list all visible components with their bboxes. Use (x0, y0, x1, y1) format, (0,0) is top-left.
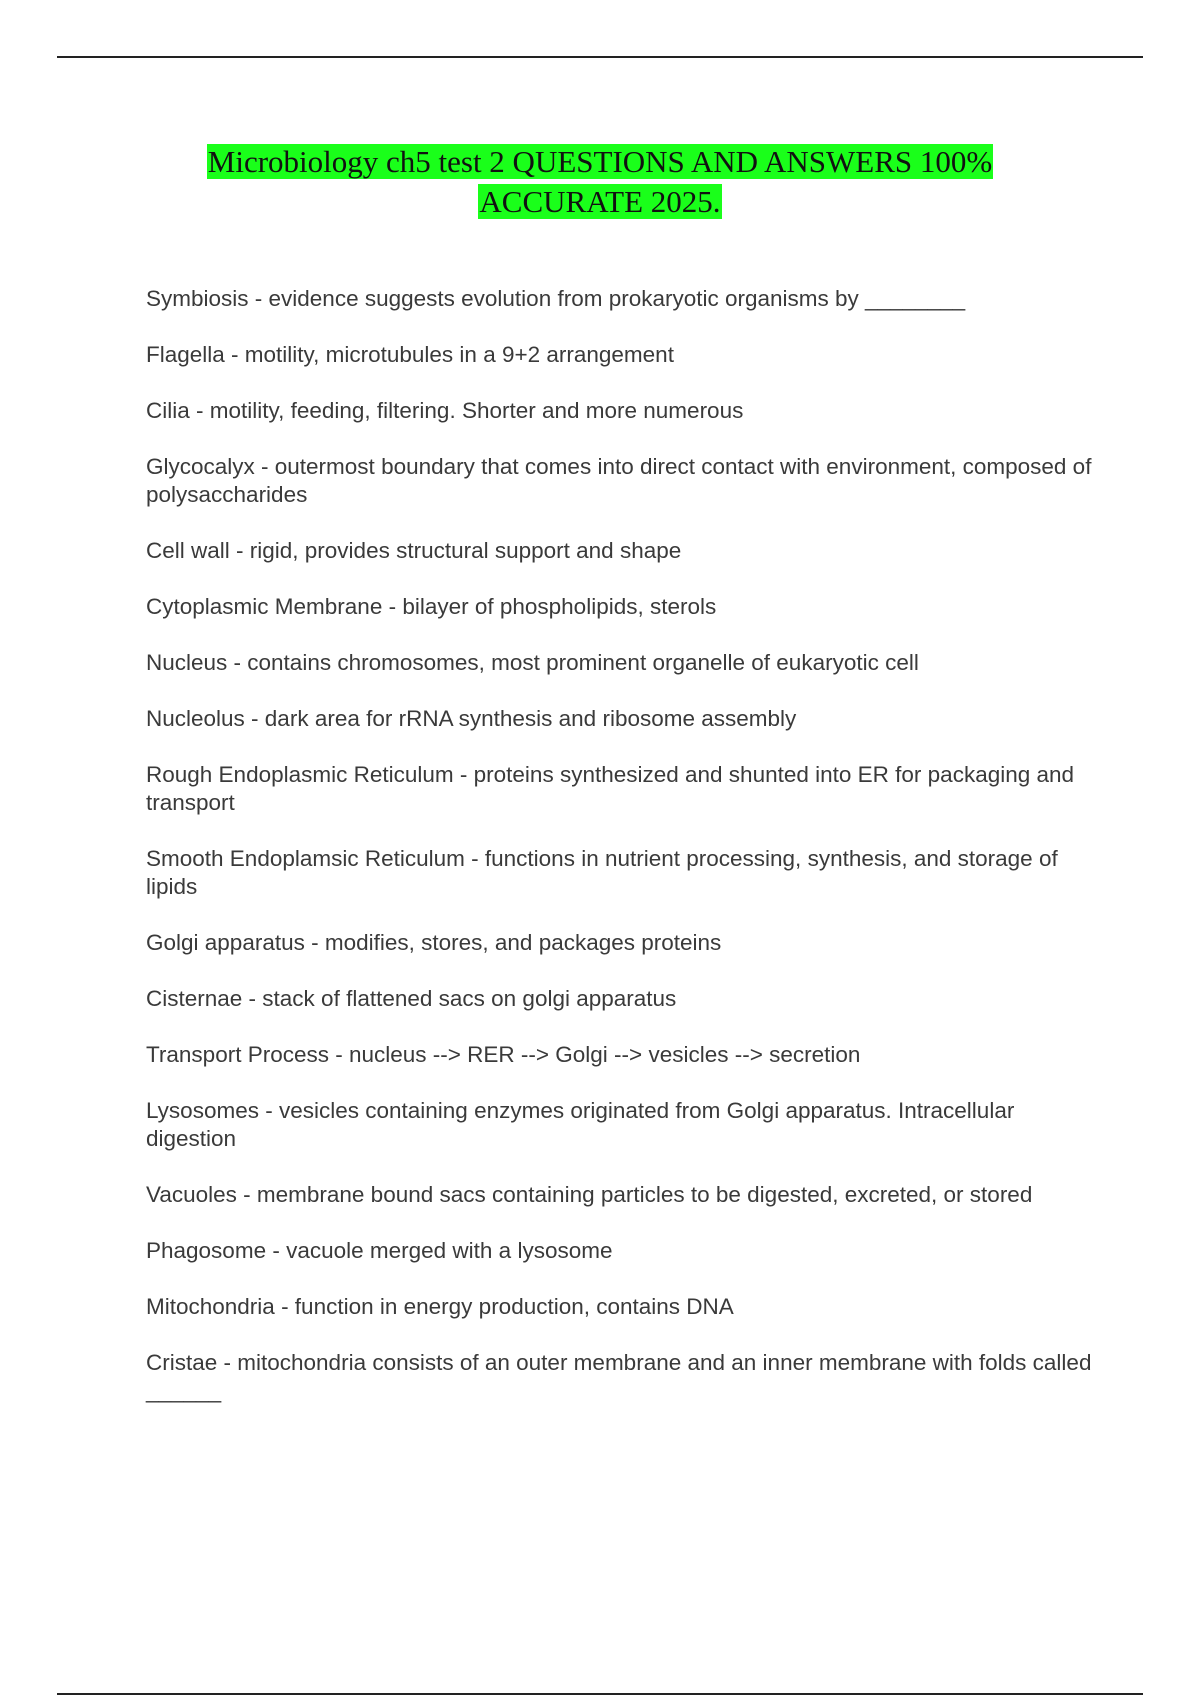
qa-entry: Smooth Endoplamsic Reticulum - functions in nutrient processing, synthesis, and storage of lipids (146, 846, 1058, 899)
qa-entry: Nucleolus - dark area for rRNA synthesis and ribosome assembly (146, 706, 797, 731)
qa-entry: Mitochondria - function in energy production, contains DNA (146, 1294, 734, 1319)
qa-entry: Symbiosis - evidence suggests evolution from prokaryotic organisms by ________ (146, 286, 966, 311)
qa-entry: Cell wall - rigid, provides structural support and shape (146, 538, 682, 563)
qa-entry: Flagella - motility, microtubules in a 9+2 arrangement (146, 342, 674, 367)
bottom-rule (57, 1693, 1143, 1695)
document-title (100, 142, 1100, 222)
title-line-1: Microbiology ch5 test 2 QUESTIONS AND ANSWERS 100% (207, 144, 993, 179)
qa-entry: Cytoplasmic Membrane - bilayer of phospholipids, sterols (146, 594, 717, 619)
qa-entry: Transport Process - nucleus --> RER --> Golgi --> vesicles --> secretion (146, 1042, 861, 1067)
qa-entry: Cristae - mitochondria consists of an outer membrane and an inner membrane with folds called ______ (146, 1350, 1092, 1403)
qa-entry: Phagosome - vacuole merged with a lysosome (146, 1238, 613, 1263)
title-line-2: ACCURATE 2025. (479, 184, 721, 219)
qa-entry: Lysosomes - vesicles containing enzymes originated from Golgi apparatus. Intracellular digestion (146, 1098, 1015, 1151)
qa-list (146, 285, 1096, 1433)
qa-entry: Golgi apparatus - modifies, stores, and packages proteins (146, 930, 722, 955)
qa-entry: Vacuoles - membrane bound sacs containing particles to be digested, excreted, or stored (146, 1182, 1033, 1207)
qa-entry: Cilia - motility, feeding, filtering. Shorter and more numerous (146, 398, 744, 423)
qa-entry: Rough Endoplasmic Reticulum - proteins synthesized and shunted into ER for packaging and transport (146, 762, 1075, 815)
top-rule (57, 56, 1143, 58)
qa-entry: Glycocalyx - outermost boundary that comes into direct contact with environment, composed of polysaccharides (146, 454, 1092, 507)
qa-entry: Cisternae - stack of flattened sacs on golgi apparatus (146, 986, 677, 1011)
qa-entry: Nucleus - contains chromosomes, most prominent organelle of eukaryotic cell (146, 650, 919, 675)
